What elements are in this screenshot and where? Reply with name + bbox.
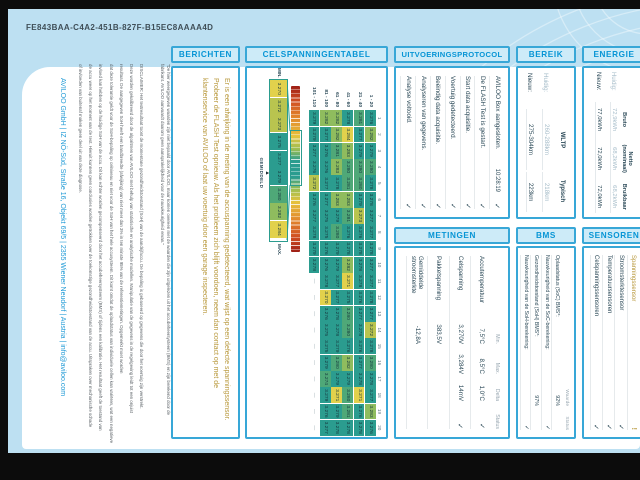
range-wltp-value: 275-304km xyxy=(526,109,534,171)
panel-bereik xyxy=(516,66,576,219)
bms-table xyxy=(518,248,574,437)
range-header-row xyxy=(554,73,570,212)
cell-voltage-value: 3.279 xyxy=(309,127,320,143)
disclaimer-block xyxy=(75,64,146,453)
range-row-label: Nieuw: xyxy=(526,73,534,92)
cell-voltage-value: 3.278 xyxy=(343,420,354,436)
panel-berichten xyxy=(171,66,240,439)
cell-index-label: 6 xyxy=(377,198,383,201)
cell-index-label: 17 xyxy=(377,376,383,382)
cell-voltage-value: 3.281 xyxy=(343,175,354,191)
legend-voltage-value: 3.273 xyxy=(270,115,287,132)
cell-index-label: 2 xyxy=(377,133,383,136)
legend-voltage-value: 3.279 xyxy=(270,168,287,185)
legend-voltage-value: 3.284 xyxy=(270,221,287,238)
cell-index-label: 11 xyxy=(377,278,383,284)
cell-voltage-value: 3.277 xyxy=(365,306,376,322)
cell-voltage-value: 3.278 xyxy=(365,192,376,208)
cell-voltage-value: 3.280 xyxy=(331,355,342,371)
cell-voltage-value: 3.277 xyxy=(331,273,342,289)
range-row-label: Huidig: xyxy=(542,73,550,93)
cell-voltage-value: 3.278 xyxy=(354,241,365,257)
bms-header-row xyxy=(562,255,571,430)
disclaimer-quote xyxy=(158,64,171,453)
cell-voltage-value: 3.278 xyxy=(354,322,365,338)
panel-header-celspanningentabel: CELSPANNINGENTABEL xyxy=(245,46,388,63)
cell-index-label: 15 xyxy=(377,343,383,349)
cell-group-label: 81 - 100 xyxy=(322,89,328,107)
disclaimer-line: resultaat. De aangegeven SoH heeft een bandbreedte (afwijking) van niet meer dan 3% in ten minste 95% van de referentiemetingen. Opgemerkt moet worden xyxy=(118,64,124,374)
cell-voltage-value: 3.277 xyxy=(320,175,331,191)
energy-value: 68,2kWh xyxy=(610,137,617,181)
measurement-label: Gemiddelde stroomsterkte xyxy=(410,256,425,294)
protocol-step xyxy=(415,76,430,209)
cell-voltage-value: 3.278 xyxy=(331,306,342,322)
panel-metingen xyxy=(394,246,510,439)
bms-row xyxy=(552,255,563,430)
bms-label: Nauwkeurigheid van de SoH-berekening: xyxy=(522,255,529,350)
cell-voltage-value: 3.273 xyxy=(354,208,365,224)
cell-voltage-value: — xyxy=(309,387,320,403)
cell-voltage-value: — xyxy=(309,322,320,338)
check-icon: ✓ xyxy=(463,203,471,209)
cell-voltage-value: — xyxy=(309,420,320,436)
range-wltp-value: 260-288km xyxy=(542,109,550,171)
check-icon: ✓ xyxy=(419,203,427,209)
cell-group-label: 1 - 20 xyxy=(367,94,373,107)
protocol-step-label: Beëindig data acquisitie. xyxy=(434,76,442,145)
cell-voltage-value: 3.276 xyxy=(365,420,376,436)
cell-voltage-value: 3.278 xyxy=(365,290,376,306)
cell-voltage-value: 3.276 xyxy=(320,306,331,322)
panel-header-berichten: BERICHTEN xyxy=(171,46,240,63)
disclaimer-and-footer xyxy=(38,64,173,453)
cell-index-label: 18 xyxy=(377,392,383,398)
check-icon: ✓ xyxy=(522,425,529,430)
disclaimer-line: DISCLAIMER: Het testresultaat toont de momentane gezondheidstoestand (SoH) van de aandrijfaccu. De bepaling is gebaseerd op gegevens die door het voertuig zijn verstrekt. xyxy=(139,64,145,409)
cell-voltage-value: 3.278 xyxy=(309,257,320,273)
sensor-label: Temperatuursensoren xyxy=(605,255,612,314)
cell-voltage-value: 3.272 xyxy=(365,322,376,338)
cell-voltage-value: 3.281 xyxy=(343,404,354,420)
sensor-label: Stroomsterktesensor xyxy=(618,255,625,311)
protocol-step-label: De FLASH Test is gestart. xyxy=(478,76,486,149)
cell-voltage-value: 3.282 xyxy=(343,257,354,273)
protocol-step xyxy=(445,76,460,209)
cell-voltage-value: — xyxy=(309,404,320,420)
cell-voltage-value: 3.279 xyxy=(331,371,342,387)
check-icon: ✓ xyxy=(477,423,485,429)
voltage-legend-strip xyxy=(269,79,288,242)
energy-col-label: Bruikbaar xyxy=(621,183,628,210)
bms-value: 97% xyxy=(533,395,540,406)
check-icon: ✓ xyxy=(592,424,600,430)
cell-voltage-value: 3.278 xyxy=(309,224,320,240)
cell-voltage-value: 3.277 xyxy=(354,306,365,322)
legend-voltage-value: 3.277 xyxy=(270,151,287,168)
disclaimer-line: de accu weer op het moment van de test. Hieruit kunnen geen conclusies worden getrokken over de toekomstige gezondheidstoestand van de accu. Uitspraken over mechanische schade xyxy=(88,64,94,428)
protocol-step-label: Voertuig gedetecteerd. xyxy=(449,76,457,140)
measurement-label: Celspanning xyxy=(456,256,464,291)
cell-voltage-value: 3.271 xyxy=(331,387,342,403)
cell-voltage-value: 3.278 xyxy=(354,371,365,387)
measurement-min: 383,5V xyxy=(435,324,443,344)
measurement-label: Accutemperatuur xyxy=(478,256,486,304)
range-table xyxy=(518,68,574,217)
measurement-min: -12,8A xyxy=(413,325,421,344)
cell-voltage-value: 3.278 xyxy=(354,257,365,273)
cell-voltage-value: 3.277 xyxy=(365,387,376,403)
check-icon: ✓ xyxy=(478,203,486,209)
cell-voltage-value: 3.279 xyxy=(354,143,365,159)
cell-voltage-value: 3.277 xyxy=(331,290,342,306)
cell-voltage-value: 3.280 xyxy=(365,159,376,175)
cell-voltage-value: 3.277 xyxy=(320,420,331,436)
panel-energie xyxy=(582,66,640,219)
cell-voltage-value: 3.278 xyxy=(365,241,376,257)
protocol-step xyxy=(489,76,504,209)
measurements-col-label: Status xyxy=(494,414,501,429)
cell-voltage-value: 3.276 xyxy=(354,404,365,420)
footer-address: AVILOO GmbH | IZ NÖ-Süd, Straße 16, Objekt 69/5 | 2355 Wiener Neudorf | Austria | info@aviloo.com xyxy=(58,78,66,397)
bms-col-waarde: Waarde xyxy=(564,389,569,406)
cell-index-label: 20 xyxy=(377,425,383,431)
check-icon: ✓ xyxy=(456,423,464,429)
cell-voltage-value: 3.279 xyxy=(365,143,376,159)
bms-label: Gezondheidstoestand (SoH) BMS*: xyxy=(533,255,540,337)
cell-voltage-value: 3.278 xyxy=(331,420,342,436)
energy-value: 77,0kWh xyxy=(595,102,602,136)
disclaimer-line: invloed kan hebben op de huidige SoH van de accu. Dit kan echter worden gecompenseerd door het accubeheersysteem (BMS) of tijdens een kalibratie. Het resultaat geeft de toestand van xyxy=(98,64,104,431)
cell-voltage-value: — xyxy=(309,306,320,322)
cell-voltage-value: 3.278 xyxy=(354,420,365,436)
panel-sensoren xyxy=(582,246,640,439)
cell-voltage-value: 3.282 xyxy=(320,110,331,126)
cell-voltage-value: 3.279 xyxy=(343,371,354,387)
cell-group-label: 61 - 80 xyxy=(334,92,340,107)
cell-voltage-value: 3.275 xyxy=(320,322,331,338)
energy-value: 72,0kWh xyxy=(595,137,602,181)
check-icon: ✓ xyxy=(617,424,625,430)
measurement-row xyxy=(428,256,450,429)
cell-voltage-value: 3.281 xyxy=(343,208,354,224)
energy-value: 68,2kWh xyxy=(610,181,617,213)
cell-voltage-value: 3.276 xyxy=(354,290,365,306)
measurement-row xyxy=(449,256,471,429)
protocol-step xyxy=(400,76,415,209)
sensor-label: Celspanningssensoren xyxy=(593,255,600,317)
cell-index-label: 13 xyxy=(377,311,383,317)
legend-voltage-value: 3.275 xyxy=(270,133,287,150)
cell-index-label: 10 xyxy=(377,262,383,268)
cell-index-label: 1 xyxy=(377,116,383,120)
measurement-label: Pakketspanning xyxy=(435,256,443,301)
legend-max-label: MAX. xyxy=(277,244,282,256)
cell-voltage-value: 3.276 xyxy=(320,257,331,273)
legend-voltage-value: 3.270 xyxy=(270,80,287,97)
cell-voltage-value: 3.277 xyxy=(354,355,365,371)
sensor-row xyxy=(614,255,626,430)
measurement-row xyxy=(471,256,493,429)
cell-voltage-value: 3.279 xyxy=(320,355,331,371)
cell-voltage-value: 3.271 xyxy=(343,273,354,289)
cell-voltage-value: 3.276 xyxy=(343,224,354,240)
cell-voltage-value: 3.272 xyxy=(309,175,320,191)
protocol-step-label: Start data acquisitie. xyxy=(464,76,472,134)
cell-voltage-value: 3.282 xyxy=(365,127,376,143)
warning-message: Er is een afwijking in de meting van de accuspanning gedetecteerd, wat wijst op een defecte spanningssensor. Probeer de FLASH Test opnieuw. Als het probleem zich blijft voordoen, neem dan contact op met de klantenservice van AVILOO of laat uw voertuig door een garage inspecteren. xyxy=(201,78,230,421)
cell-voltage-value: 3.283 xyxy=(343,143,354,159)
cell-voltage-value: 3.282 xyxy=(343,355,354,371)
cell-voltage-value: 3.277 xyxy=(365,273,376,289)
range-row xyxy=(538,73,554,212)
range-typical-value: 218km xyxy=(542,172,550,212)
protocol-step-label: Analyse voltooid. xyxy=(404,76,412,124)
measurement-min: 7,5°C xyxy=(478,328,486,344)
protocol-step xyxy=(474,76,489,209)
cell-voltage-value: 3.278 xyxy=(343,241,354,257)
cell-voltage-value: 3.275 xyxy=(320,338,331,354)
cell-index-label: 14 xyxy=(377,327,383,333)
cell-voltage-value: 3.280 xyxy=(354,159,365,175)
cell-voltage-value: 3.283 xyxy=(331,159,342,175)
cell-index-label: 8 xyxy=(377,230,383,234)
cell-voltage-value: 3.279 xyxy=(354,192,365,208)
report-page xyxy=(8,9,640,453)
cell-group-label: 101 - 110 xyxy=(311,86,317,107)
check-icon: ✓ xyxy=(404,203,412,209)
energy-row xyxy=(591,72,606,213)
cell-voltage-value: 3.275 xyxy=(320,224,331,240)
bms-row xyxy=(520,255,531,430)
cell-voltage-table xyxy=(247,68,386,437)
cell-voltage-value: 3.279 xyxy=(331,404,342,420)
cell-index-label: 19 xyxy=(377,408,383,415)
cell-voltage-value: 3.276 xyxy=(309,159,320,175)
check-icon: ✓ xyxy=(493,203,501,209)
panel-header-energie: ENERGIE xyxy=(582,46,640,63)
disclaimer-line: Deze worden gekalibreerd door de algoritmen van AVILOO met behulp van statistische en analytische modellen. Manipulatie van de gegevens in de regelgeving leidt tot een onjuist xyxy=(128,64,134,413)
warning-icon: ! xyxy=(629,427,637,430)
bms-row xyxy=(541,255,552,430)
cell-voltage-value: 3.271 xyxy=(354,387,365,403)
bms-col-status: Status xyxy=(564,416,569,430)
cell-voltage-value: 3.279 xyxy=(331,241,342,257)
cell-voltage-value: 3.276 xyxy=(320,143,331,159)
cell-voltage-value: 3.277 xyxy=(320,192,331,208)
cell-voltage-value: 3.280 xyxy=(331,224,342,240)
sensors-table xyxy=(584,248,640,437)
protocol-step-time: 10:28:19 xyxy=(494,168,501,192)
measurement-max: 3,284V xyxy=(456,354,464,374)
cell-voltage-value: 3.284 xyxy=(343,127,354,143)
legend-voltage-value: 3.282 xyxy=(270,203,287,220)
measurement-delta: 1,0°C xyxy=(478,385,486,401)
range-col-typisch: Typisch xyxy=(559,179,565,203)
sensor-row xyxy=(627,255,639,430)
cell-voltage-value: 3.279 xyxy=(331,257,342,273)
range-row xyxy=(522,73,538,212)
energy-value: 72,9kWh xyxy=(610,102,617,136)
energy-header-row xyxy=(621,72,640,213)
cell-voltage-value: 3.278 xyxy=(354,273,365,289)
cell-voltage-value: 3.276 xyxy=(320,159,331,175)
measurement-max: 8,5°C xyxy=(478,358,486,374)
cell-voltage-value: 3.278 xyxy=(365,175,376,191)
energy-table xyxy=(584,68,640,217)
energy-row-label: Nieuw: xyxy=(595,72,602,91)
cell-voltage-value: 3.280 xyxy=(365,355,376,371)
panel-header-sensoren: SENSOREN xyxy=(582,227,640,244)
average-label: GEMIDDELD xyxy=(259,157,264,189)
cell-voltage-value: 3.282 xyxy=(331,127,342,143)
legend-voltage-value: 3.280 xyxy=(270,186,287,203)
bms-label: Nauwkeurigheid van de SoC-berekening: xyxy=(543,255,550,350)
cell-index-label: 16 xyxy=(377,360,383,366)
cell-voltage-value: 3.279 xyxy=(309,110,320,126)
cell-voltage-value: 3.277 xyxy=(309,208,320,224)
cell-voltage-value: — xyxy=(309,290,320,306)
cell-voltage-value: 3.278 xyxy=(343,110,354,126)
measurement-delta: 14mV xyxy=(456,384,464,401)
disclaimer-line: of invloeden van buitenaf maken geen deel uit van deze diagnose. xyxy=(77,64,83,193)
cell-voltage-value: 3.283 xyxy=(343,192,354,208)
legend-voltage-value: 3.272 xyxy=(270,98,287,115)
measurements-col-label: Delta xyxy=(494,388,501,401)
cell-voltage-value: 3.278 xyxy=(365,338,376,354)
cell-voltage-value: 3.282 xyxy=(331,110,342,126)
cell-voltage-value: 3.279 xyxy=(320,387,331,403)
range-typical-value: 223km xyxy=(526,172,534,212)
cell-index-label: 5 xyxy=(377,182,383,185)
cell-voltage-value: 3.278 xyxy=(365,371,376,387)
protocol-step xyxy=(430,76,445,209)
panel-header-bms: BMS xyxy=(516,227,576,244)
check-icon: ✓ xyxy=(448,203,456,209)
cell-voltage-value: 3.280 xyxy=(343,387,354,403)
protocol-step-label: AVILOO Box aangesloten. xyxy=(493,76,501,150)
cell-voltage-value: 3.278 xyxy=(331,322,342,338)
cell-voltage-value: 3.279 xyxy=(309,241,320,257)
check-icon: ✓ xyxy=(433,203,441,209)
energy-col-label: Bruto xyxy=(621,112,628,128)
cell-voltage-value: 3.279 xyxy=(331,208,342,224)
cell-voltage-value: 3.278 xyxy=(331,175,342,191)
cell-voltage-value: 3.281 xyxy=(354,110,365,126)
bms-row xyxy=(531,255,542,430)
cell-index-label: 3 xyxy=(377,149,383,153)
panel-uitvoeringsprotocol xyxy=(394,66,510,219)
cell-voltage-value: 3.274 xyxy=(320,371,331,387)
cell-voltage-value: 3.277 xyxy=(365,208,376,224)
measurements-col-label: Max. xyxy=(494,362,501,374)
cell-voltage-value: 3.275 xyxy=(320,208,331,224)
cell-voltage-value: 3.277 xyxy=(354,127,365,143)
cell-group-label: 21 - 40 xyxy=(356,92,362,107)
cell-voltage-value: 3.277 xyxy=(320,127,331,143)
cell-voltage-value: — xyxy=(309,273,320,289)
cell-voltage-value: 3.275 xyxy=(343,290,354,306)
cell-voltage-value: 3.280 xyxy=(343,322,354,338)
energy-value: 72,0kWh xyxy=(595,181,602,213)
bms-label: Oplaadstatus (SoC) BMS*: xyxy=(554,255,561,317)
range-col-wltp: WLTP xyxy=(559,131,565,149)
check-icon: ✓ xyxy=(604,424,612,430)
panel-bms xyxy=(516,246,576,439)
protocol-step-label: Analyseren van gegevens. xyxy=(419,76,427,151)
cell-voltage-value: 3.283 xyxy=(365,404,376,420)
cell-voltage-value: 3.277 xyxy=(309,143,320,159)
sensor-label: Spanningssensor xyxy=(630,255,637,302)
panel-header-metingen: METINGEN xyxy=(394,227,510,244)
cell-voltage-value: — xyxy=(309,338,320,354)
disclaimer-quote-line: "De hier weergegeven waarden zijn niet bepaald door AVILOO, maar komen overeen met de waarden die zijn uitgelezen uit het accubeheersysteem (BMS) en zijn berekend door de xyxy=(166,64,171,415)
measurement-row xyxy=(406,256,428,429)
cell-voltage-value: 3.283 xyxy=(331,192,342,208)
cell-voltage-value: 3.280 xyxy=(343,306,354,322)
protocol-steps xyxy=(396,68,508,217)
average-marker xyxy=(259,123,269,223)
measurements-header-row xyxy=(492,256,503,429)
cell-group-label: 41 - 60 xyxy=(345,92,351,107)
panel-celspanningentabel xyxy=(245,66,388,439)
cell-voltage-value: 3.270 xyxy=(320,290,331,306)
legend-min-label: MIN. xyxy=(277,68,282,78)
check-icon: ✓ xyxy=(543,425,550,430)
cell-index-label: 7 xyxy=(377,214,383,218)
cell-voltage-value: — xyxy=(309,355,320,371)
cell-voltage-value: 3.276 xyxy=(320,404,331,420)
report-uuid: FE843BAA-C4A2-451B-827F-B15EC8AAAA4D xyxy=(26,23,214,32)
cell-voltage-value: 3.276 xyxy=(343,338,354,354)
cell-index-label: 12 xyxy=(377,294,383,300)
measurements-table xyxy=(396,248,508,437)
disclaimer-line: dat deze tolerantie geldt voor de SoH-bepaling op celniveau en niet voor de SoH van het hele accusysteem. Dit komt omdat de oplaadstatus van individuele cellen kan variëren, wat een negatieve xyxy=(108,64,114,444)
average-triangle-icon: ▲ xyxy=(264,170,270,176)
cell-voltage-value: 3.277 xyxy=(365,224,376,240)
measurement-min: 3,270V xyxy=(456,324,464,344)
sensor-row xyxy=(590,255,602,430)
cell-index-label: 4 xyxy=(377,165,383,169)
cell-voltage-value: 3.280 xyxy=(343,159,354,175)
sensor-row xyxy=(602,255,614,430)
cell-voltage-value: 3.279 xyxy=(331,338,342,354)
energy-row xyxy=(606,72,621,213)
cell-voltage-value: 3.281 xyxy=(331,143,342,159)
left-margin-block xyxy=(38,64,173,453)
cell-voltage-value: 3.276 xyxy=(354,338,365,354)
cell-voltage-value: — xyxy=(309,371,320,387)
cell-voltage-value: 3.280 xyxy=(354,175,365,191)
cell-voltage-value: 3.278 xyxy=(320,273,331,289)
panel-header-uitvoeringsprotocol: UITVOERINGSPROTOCOL xyxy=(394,46,510,63)
disclaimer-quote-line: fabrikant. AVILOO aanvaardt daarom geen aansprakelijkheid voor de nauwkeurigheid ervan." xyxy=(159,64,165,245)
cell-voltage-value: 3.276 xyxy=(320,241,331,257)
protocol-step xyxy=(460,76,475,209)
cell-voltage-value: 3.276 xyxy=(309,192,320,208)
measurements-col-label: Min. xyxy=(494,334,501,344)
cell-voltage-value: 3.276 xyxy=(354,224,365,240)
panel-header-bereik: BEREIK xyxy=(516,46,576,63)
cell-index-label: 9 xyxy=(377,247,383,250)
energy-row-label: Huidig: xyxy=(610,72,617,91)
energy-col-label: Netto (nominaal) xyxy=(621,144,634,173)
cell-voltage-value: 3.276 xyxy=(365,110,376,126)
bms-value: 92% xyxy=(554,395,561,406)
cell-voltage-value: 3.277 xyxy=(365,257,376,273)
